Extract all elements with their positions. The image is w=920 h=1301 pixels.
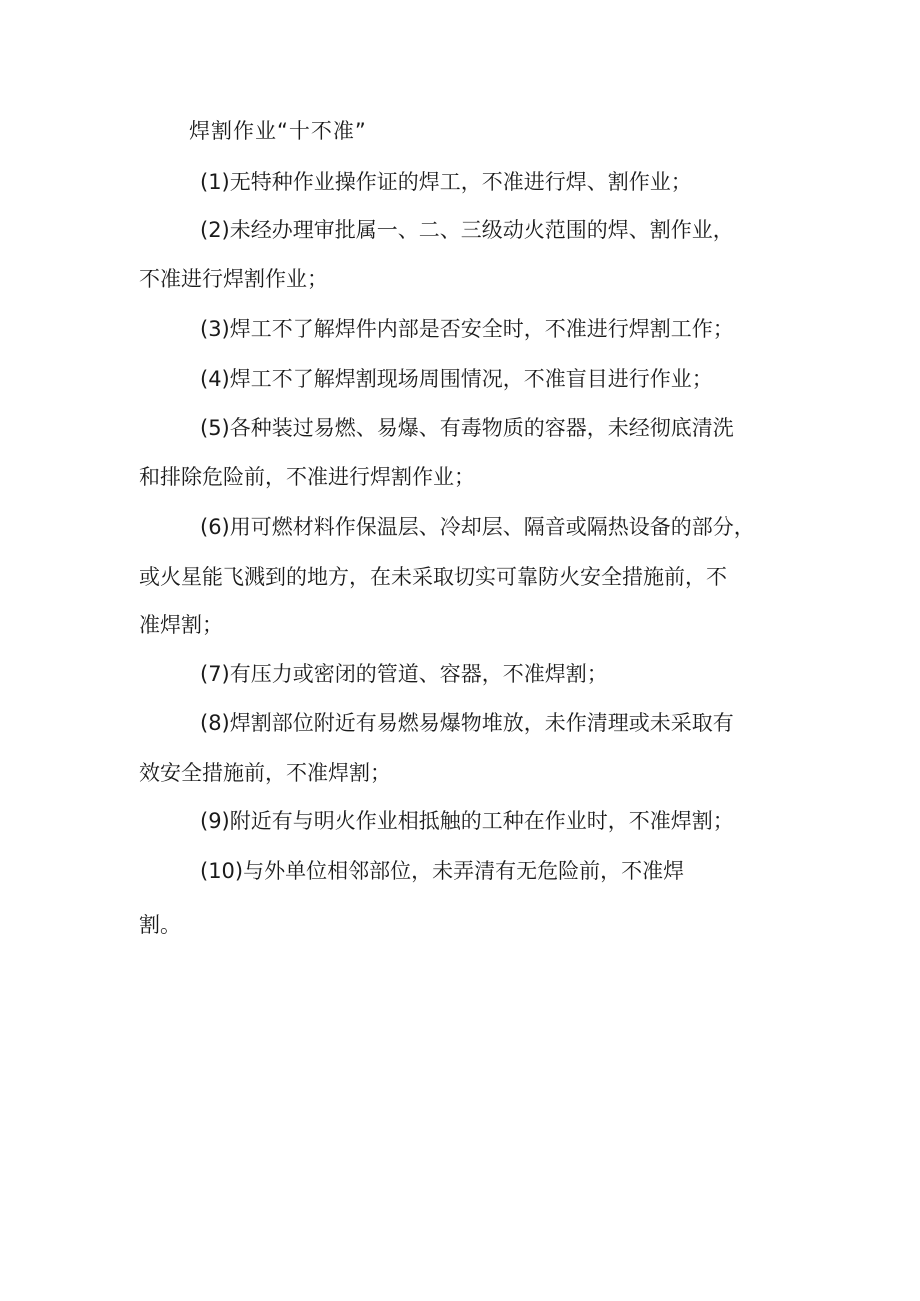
rule-7-line: (7)有压力或密闭的管道、容器，不准焊割；	[200, 662, 608, 686]
rule-6-line-3: 准焊割；	[139, 613, 223, 637]
document-title: 焊割作业“十不准”	[189, 119, 367, 143]
rule-9-line: (9)附近有与明火作业相抵触的工种在作业时，不准焊割；	[200, 809, 734, 833]
rule-6-line-1: (6)用可燃材料作保温层、冷却层、隔音或隔热设备的部分，	[200, 515, 755, 539]
rule-3-line: (3)焊工不了解焊件内部是否安全时，不准进行焊割工作；	[200, 317, 734, 341]
rule-2-line-2: 不准进行焊割作业；	[139, 267, 328, 291]
rule-10-line-2: 割。	[139, 913, 181, 937]
rule-5-line-2: 和排除危险前，不准进行焊割作业；	[139, 465, 475, 489]
rule-10-line-1: (10)与外单位相邻部位，未弄清有无危险前，不准焊	[200, 859, 685, 883]
rule-5-line-1: (5)各种装过易燃、易爆、有毒物质的容器，未经彻底清洗	[200, 416, 734, 440]
rule-1-line: (1)无特种作业操作证的焊工，不准进行焊、割作业；	[200, 170, 692, 194]
rule-6-line-2: 或火星能飞溅到的地方，在未采取切实可靠防火安全措施前，不	[139, 565, 727, 589]
rule-2-line-1: (2)未经办理审批属一、二、三级动火范围的焊、割作业，	[200, 218, 734, 242]
rule-4-line: (4)焊工不了解焊割现场周围情况，不准盲目进行作业；	[200, 367, 713, 391]
rule-8-line-2: 效安全措施前，不准焊割；	[139, 761, 391, 785]
rule-8-line-1: (8)焊割部位附近有易燃易爆物堆放，未作清理或未采取有	[200, 711, 734, 735]
